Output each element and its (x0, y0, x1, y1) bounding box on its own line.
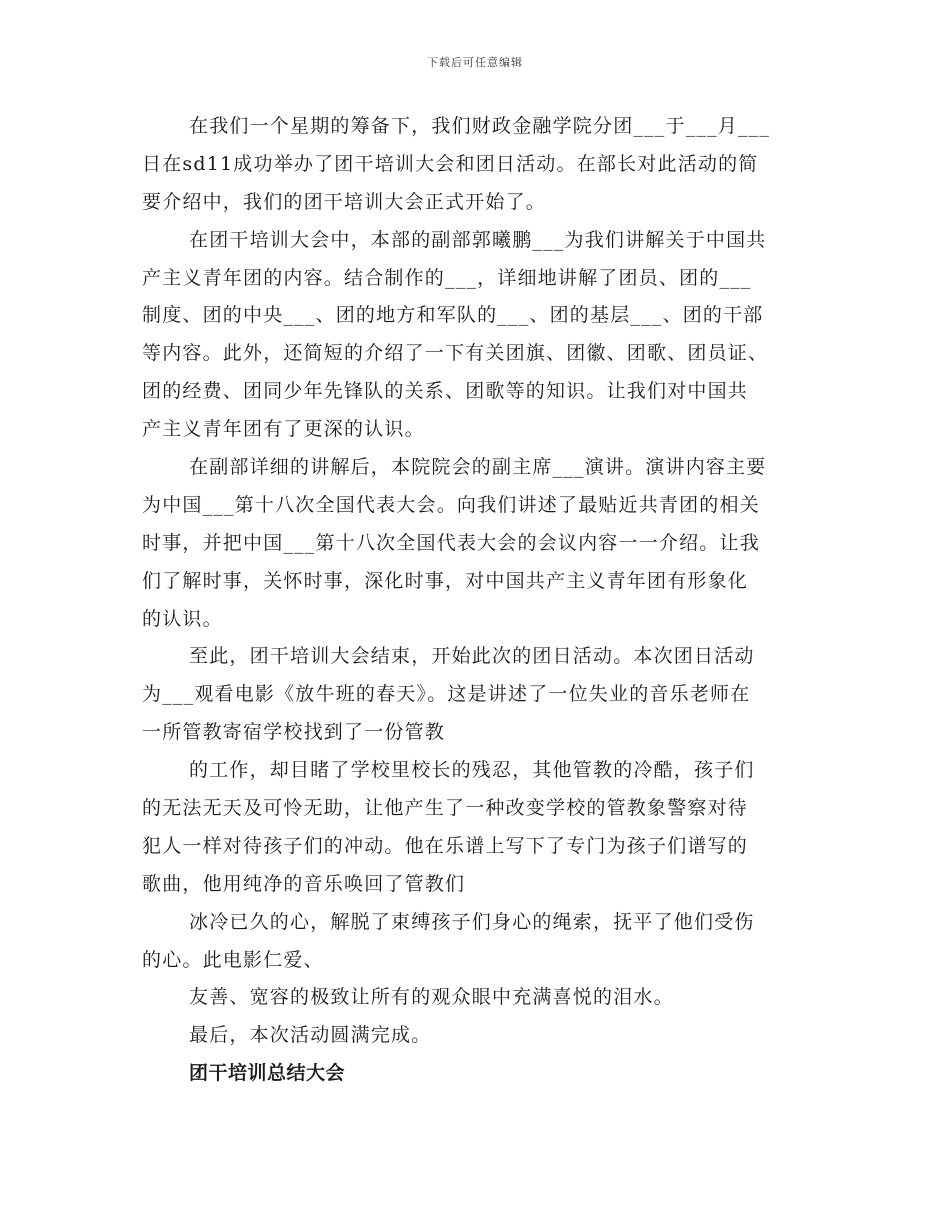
paragraph-line: 在我们一个星期的筹备下，我们财政金融学院分团___于___月___ (189, 115, 771, 137)
paragraph-line: 时事，并把中国___第十八次全国代表大会的会议内容一一介绍。让我 (142, 531, 760, 554)
paragraph-line: 的工作，却目睹了学校里校长的残忍，其他管教的冷酷，孩子们 (189, 759, 755, 782)
paragraph-line: 为___观看电影《放牛班的春天》。这是讲述了一位失业的音乐老师在 (142, 683, 751, 706)
header-note: 下载后可任意编辑 (427, 56, 523, 69)
body-text (142, 108, 822, 1093)
paragraph-line: 产主义青年团的内容。结合制作的___，详细地讲解了团员、团的___ (142, 266, 752, 289)
paragraph-line: 产主义青年团有了更深的认识。 (142, 418, 425, 441)
paragraph-line: 一所管教寄宿学校找到了一份管教 (142, 721, 446, 744)
paragraph-line: 最后，本次活动圆满完成。 (189, 1024, 432, 1047)
paragraph-line: 的心。此电影仁爱、 (142, 948, 324, 971)
paragraph-line: 团的经费、团同少年先锋队的关系、团歌等的知识。让我们对中国共 (142, 380, 749, 403)
paragraph-line: 制度、团的中央___、团的地方和军队的___、团的基层___、团的干部 (142, 304, 764, 327)
paragraph-line: 等内容。此外，还简短的介绍了一下有关团旗、团徽、团歌、团员证、 (142, 342, 769, 365)
paragraph-line: 在副部详细的讲解后，本院院会的副主席___演讲。演讲内容主要 (189, 456, 767, 479)
paragraph-line: 友善、宽容的极致让所有的观众眼中充满喜悦的泪水。 (189, 986, 674, 1009)
paragraph-line: 的认识。 (142, 607, 223, 630)
section-heading: 团干培训总结大会 (189, 1062, 346, 1085)
paragraph-line: 要介绍中，我们的团干培训大会正式开始了。 (142, 190, 547, 213)
paragraph-line: 至此，团干培训大会结束，开始此次的团日活动。本次团日活动 (189, 645, 755, 668)
paragraph-line: 在团干培训大会中，本部的副部郭曦鹏___为我们讲解关于中国共 (189, 228, 767, 251)
paragraph-line: 日在sd11成功举办了团干培训大会和团日活动。在部长对此活动的简 (142, 152, 759, 175)
paragraph-line: 犯人一样对待孩子们的冲动。他在乐谱上写下了专门为孩子们谱写的 (142, 834, 749, 857)
paragraph-line: 们了解时事，关怀时事，深化时事，对中国共产主义青年团有形象化 (142, 569, 749, 592)
paragraph-line: 的无法无天及可怜无助，让他产生了一种改变学校的管教象警察对待 (142, 797, 749, 820)
paragraph-line: 为中国___第十八次全国代表大会。向我们讲述了最贴近共青团的相关 (142, 493, 760, 516)
paragraph-line: 冰冷已久的心，解脱了束缚孩子们身心的绳索，抚平了他们受伤 (189, 910, 755, 933)
paragraph-line: 歌曲，他用纯净的音乐唤回了管教们 (142, 872, 466, 895)
